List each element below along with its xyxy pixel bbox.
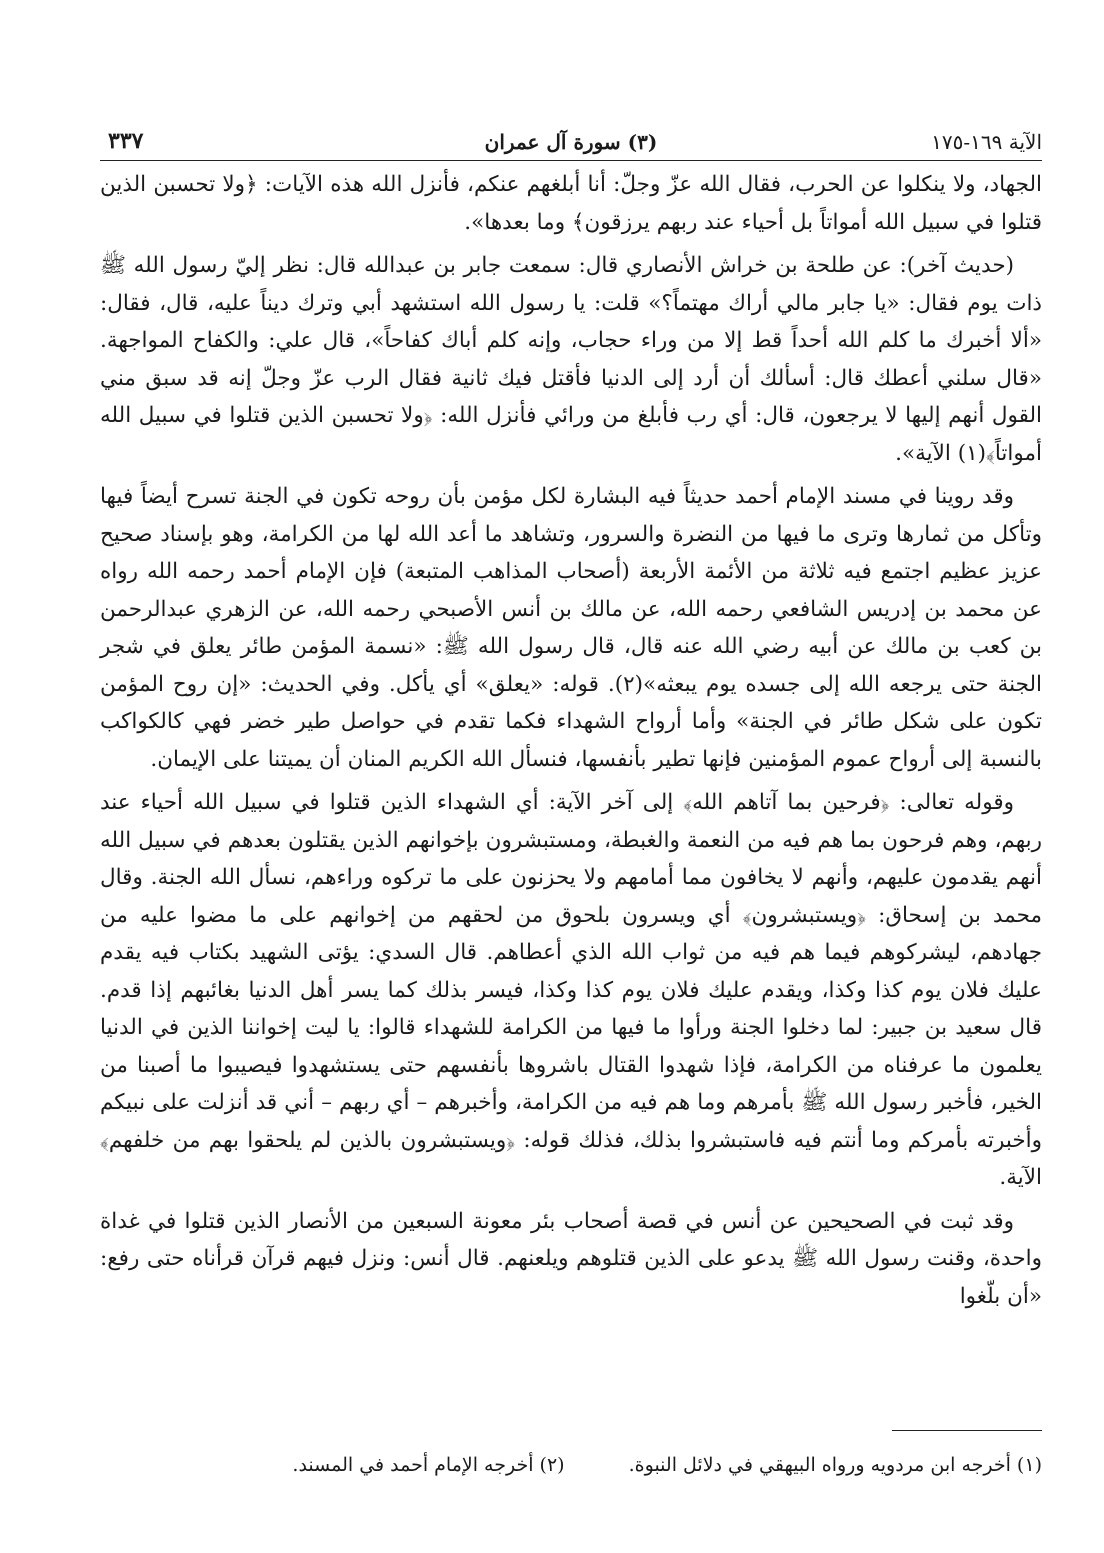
page-header: [100, 128, 1042, 158]
paragraph-4: وقوله تعالى: ﴿فرحين بما آتاهم الله﴾ إلى آخر الآية: أي الشهداء الذين قتلوا في سبيل الله أحياء عند ربهم، وهم فرحون بما هم فيه من النعمة والغبطة، ومستبشرون بإخوانهم الذين يقتلون بعدهم في سبيل الله أنهم يقدمون عليهم، وأنهم لا يخافون مما أمامهم ولا يحزنون على ما تركوه وراءهم، نسأل الله الجنة. وقال محمد بن إسحاق: ﴿ويستبشرون﴾ أي ويسرون بلحوق من لحقهم من إخوانهم على ما مضوا عليه من جهادهم، ليشركوهم فيما هم فيه من ثواب الله الذي أعطاهم. قال السدي: يؤتى الشهيد بكتاب فيه يقدم عليك فلان يوم كذا وكذا، ويقدم عليك فلان يوم كذا وكذا، فيسر بذلك كما يسر أهل الدنيا بغائبهم إذا قدم. قال سعيد بن جبير: لما دخلوا الجنة ورأوا ما فيها من الكرامة للشهداء قالوا: يا ليت إخواننا الذين في الدنيا يعلمون ما عرفناه من الكرامة، فإذا شهدوا القتال باشروها بأنفسهم حتى يستشهدوا فيصيبوا ما أصبنا من الخير، فأخبر رسول الله ﷺ بأمرهم وما هم فيه من الكرامة، وأخبرهم – أي ربهم – أني قد أنزلت على نبيكم وأخبرته بأمركم وما أنتم فيه فاستبشروا بذلك، فذلك قوله: ﴿ويستبشرون بالذين لم يلحقوا بهم من خلفهم﴾ الآية.: [100, 790, 1042, 1190]
paragraph-5: وقد ثبت في الصحيحين عن أنس في قصة أصحاب بئر معونة السبعين من الأنصار الذين قتلوا في غداة واحدة، وقنت رسول الله ﷺ يدعو على الذين قتلوهم ويلعنهم. قال أنس: ونزل فيهم قرآن قرأناه حتى رفع: «أن بلّغوا: [100, 1208, 1042, 1309]
main-text: [100, 166, 1042, 1321]
footnote-2: (٢) أخرجه الإمام أحمد في المسند.: [292, 1454, 565, 1476]
paragraph-3: وقد روينا في مسند الإمام أحمد حديثاً فيه البشارة لكل مؤمن بأن روحه تكون في الجنة تسرح أيضاً فيها وتأكل من ثمارها وترى ما فيها من النضرة والسرور، وتشاهد ما أعد الله لها من الكرامة، وهو بإسناد صحيح عزيز عظيم اجتمع فيه ثلاثة من الأئمة الأربعة (أصحاب المذاهب المتبعة) فإن الإمام أحمد رحمه الله رواه عن محمد بن إدريس الشافعي رحمه الله، عن مالك بن أنس الأصبحي رحمه الله، عن الزهري عبدالرحمن بن كعب بن مالك عن أبيه رضي الله عنه قال، قال رسول الله ﷺ: «نسمة المؤمن طائر يعلق في شجر الجنة حتى يرجعه الله إلى جسده يوم يبعثه»(٢). قوله: «يعلق» أي يأكل. وفي الحديث: «إن روح المؤمن تكون على شكل طائر في الجنة» وأما أرواح الشهداء فكما تقدم في حواصل طير خضر فهي كالكواكب بالنسبة إلى أرواح عموم المؤمنين فإنها تطير بأنفسها، فنسأل الله الكريم المنان أن يميتنا على الإيمان.: [100, 484, 1042, 772]
sura-title: (٣) سورة آل عمران: [484, 130, 658, 154]
verse-range: الآية ١٦٩-١٧٥: [931, 130, 1042, 154]
page-number: ٣٣٧: [108, 128, 144, 154]
paragraph-1: الجهاد، ولا ينكلوا عن الحرب، فقال الله عزّ وجلّ: أنا أبلغهم عنكم، فأنزل الله هذه الآيات: ﴿ولا تحسبن الذين قتلوا في سبيل الله أمواتاً بل أحياء عند ربهم يرزقون﴾ وما بعدها».: [100, 172, 1042, 235]
paragraph-2: (حديث آخر): عن طلحة بن خراش الأنصاري قال: سمعت جابر بن عبدالله قال: نظر إليّ رسول الله ﷺ ذات يوم فقال: «يا جابر مالي أراك مهتماً؟» قلت: يا رسول الله استشهد أبي وترك ديناً عليه، قال، فقال: «ألا أخبرك ما كلم الله أحداً قط إلا من وراء حجاب، وإنه كلم أباك كفاحاً»، قال علي: والكفاح المواجهة. «قال سلني أعطك قال: أسألك أن أرد إلى الدنيا فأقتل فيك ثانية فقال الرب عزّ وجلّ إنه قد سبق مني القول أنهم إليها لا يرجعون، قال: أي رب فأبلغ من ورائي فأنزل الله: ﴿ولا تحسبن الذين قتلوا في سبيل الله أمواتاً﴾(١) الآية».: [100, 253, 1042, 466]
footnotes: [100, 1450, 1042, 1480]
footnote-divider: [892, 1430, 1042, 1431]
footnote-1: (١) أخرجه ابن مردويه ورواه البيهقي في دلائل النبوة.: [628, 1454, 1042, 1476]
header-divider: [100, 160, 1042, 161]
